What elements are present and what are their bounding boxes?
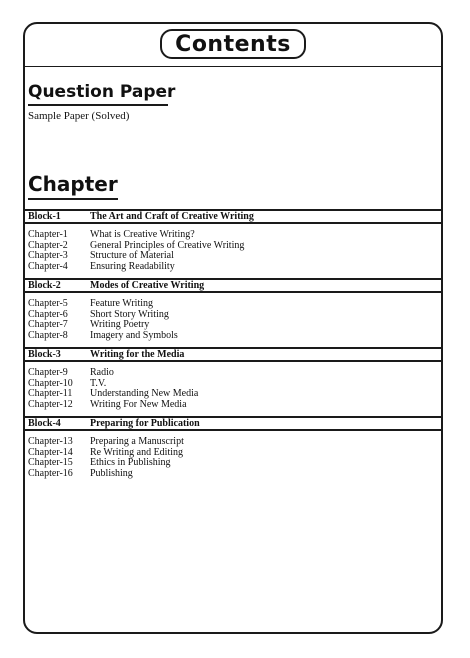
- question-paper-heading: [28, 82, 175, 102]
- chapter-row: [28, 368, 428, 379]
- chapter-row: [28, 310, 428, 321]
- chapter-code: Chapter-3: [28, 250, 68, 261]
- chapter-row: [28, 379, 428, 390]
- block-code: Block-1: [28, 211, 61, 222]
- chapter-title: What is Creative Writing?: [90, 229, 195, 240]
- chapter-code: Chapter-11: [28, 388, 73, 399]
- chapter-list: [28, 299, 428, 341]
- chapter-title: Publishing: [90, 467, 133, 479]
- chapter-code: Chapter-9: [28, 367, 68, 378]
- chapter-title: Ensuring Readability: [90, 260, 175, 272]
- chapter-code: Chapter-10: [28, 377, 73, 389]
- chapter-code: Chapter-16: [28, 467, 73, 479]
- chapter-list: [28, 230, 428, 272]
- chapter-code: Chapter-6: [28, 308, 68, 320]
- chapter-code: Chapter-5: [28, 298, 68, 309]
- chapter-title: T.V.: [90, 377, 107, 389]
- block-header: [25, 278, 443, 293]
- block-code: Block-3: [28, 349, 61, 360]
- chapter-row: [28, 331, 428, 342]
- chapter-code: Chapter-4: [28, 260, 68, 272]
- chapter-row: [28, 469, 428, 480]
- block-header: [25, 347, 443, 362]
- chapter-row: [28, 320, 428, 331]
- block-title: Writing for the Media: [90, 349, 185, 360]
- chapter-code: Chapter-2: [28, 239, 68, 251]
- chapter-title: Preparing a Manuscript: [90, 436, 184, 447]
- chapter-code: Chapter-14: [28, 446, 73, 458]
- chapter-row: [28, 448, 428, 459]
- chapter-row: [28, 458, 428, 469]
- block-code: Block-2: [28, 280, 61, 291]
- chapter-list: [28, 368, 428, 410]
- page-title: Contents: [160, 29, 306, 59]
- chapter-title: Understanding New Media: [90, 388, 199, 399]
- chapter-row: [28, 251, 428, 262]
- chapter-row: [28, 241, 428, 252]
- chapter-code: Chapter-1: [28, 229, 68, 240]
- chapter-code: Chapter-13: [28, 436, 73, 447]
- chapter-list: [28, 437, 428, 479]
- title-divider: [25, 66, 441, 67]
- block-title: Modes of Creative Writing: [90, 280, 205, 291]
- chapter-row: [28, 389, 428, 400]
- sample-paper-item: Sample Paper (Solved): [28, 110, 130, 122]
- chapter-title: Ethics in Publishing: [90, 457, 171, 468]
- chapter-title: Structure of Material: [90, 250, 174, 261]
- chapter-title: Feature Writing: [90, 298, 154, 309]
- question-paper-heading-text: Question Paper: [28, 82, 176, 102]
- chapter-title: Writing For New Media: [90, 398, 187, 410]
- block-title: Preparing for Publication: [90, 418, 200, 429]
- block-header: [25, 416, 443, 431]
- chapter-title: Re Writing and Editing: [90, 446, 184, 458]
- question-paper-underline: [28, 104, 168, 106]
- chapter-code: Chapter-12: [28, 398, 73, 410]
- chapter-row: [28, 437, 428, 448]
- block-header: [25, 209, 443, 224]
- chapter-title: General Principles of Creative Writing: [90, 239, 245, 251]
- block-code: Block-4: [28, 418, 61, 429]
- chapter-code: Chapter-8: [28, 329, 68, 341]
- chapter-title: Radio: [90, 367, 114, 378]
- chapter-row: [28, 262, 428, 273]
- chapter-title: Imagery and Symbols: [90, 329, 178, 341]
- chapter-row: [28, 400, 428, 411]
- chapter-title: Writing Poetry: [90, 319, 150, 330]
- chapter-row: [28, 230, 428, 241]
- chapter-code: Chapter-7: [28, 319, 68, 330]
- chapter-row: [28, 299, 428, 310]
- chapter-underline: [28, 198, 118, 200]
- chapter-code: Chapter-15: [28, 457, 73, 468]
- block-title: The Art and Craft of Creative Writing: [90, 211, 254, 222]
- chapter-title: Short Story Writing: [90, 308, 169, 320]
- chapter-heading: [28, 172, 118, 196]
- chapter-heading-text: Chapter: [28, 172, 118, 196]
